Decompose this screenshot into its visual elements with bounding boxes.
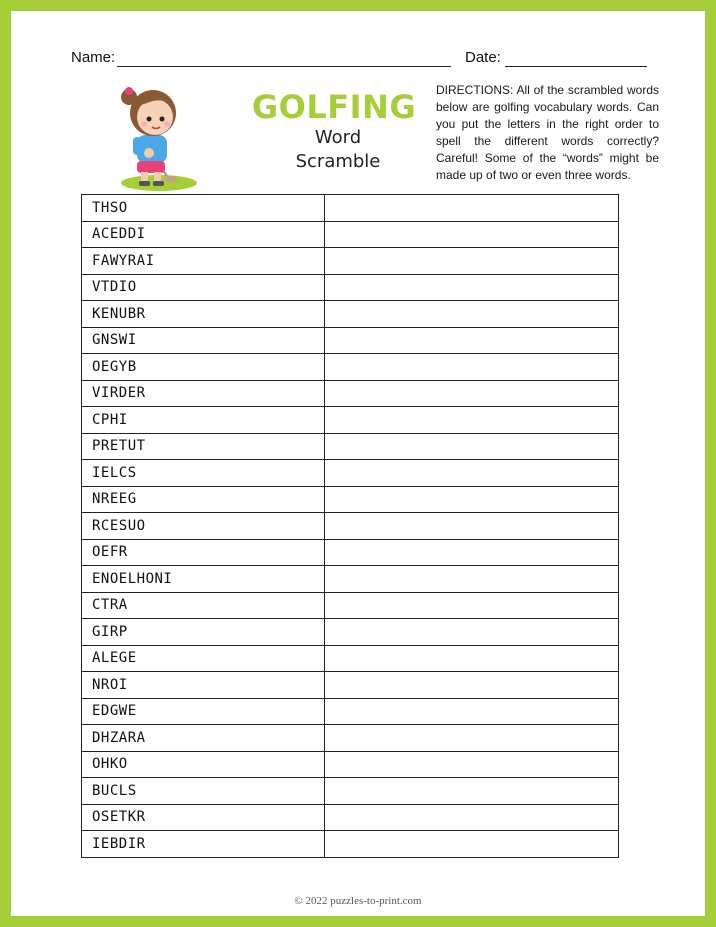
- scrambled-word: VTDIO: [82, 274, 325, 301]
- puzzle-row: [82, 195, 619, 222]
- scrambled-word: ENOELHONI: [82, 566, 325, 593]
- answer-blank[interactable]: [325, 672, 619, 699]
- answer-blank[interactable]: [325, 645, 619, 672]
- scrambled-word: KENUBR: [82, 301, 325, 328]
- puzzle-row: [82, 380, 619, 407]
- answer-blank[interactable]: [325, 831, 619, 858]
- scrambled-word: CTRA: [82, 592, 325, 619]
- answer-blank[interactable]: [325, 513, 619, 540]
- answer-blank[interactable]: [325, 301, 619, 328]
- answer-blank[interactable]: [325, 619, 619, 646]
- answer-blank[interactable]: [325, 539, 619, 566]
- puzzle-row: [82, 725, 619, 752]
- scrambled-word: ACEDDI: [82, 221, 325, 248]
- answer-blank[interactable]: [325, 407, 619, 434]
- puzzle-row: [82, 645, 619, 672]
- name-line: [117, 66, 451, 67]
- answer-blank[interactable]: [325, 327, 619, 354]
- puzzle-row: [82, 831, 619, 858]
- puzzle-row: [82, 460, 619, 487]
- puzzle-row: [82, 486, 619, 513]
- scrambled-word: DHZARA: [82, 725, 325, 752]
- answer-blank[interactable]: [325, 221, 619, 248]
- directions-text: DIRECTIONS: All of the scrambled words below are golfing vocabulary words. Can you put the letters in the right order to spell the different words correctly? Careful! Some of the “words” might be made up of two or even three words.: [436, 83, 659, 182]
- puzzle-row: [82, 301, 619, 328]
- scrambled-word: RCESUO: [82, 513, 325, 540]
- worksheet-subtitle-scramble: Scramble: [295, 151, 381, 172]
- answer-blank[interactable]: [325, 725, 619, 752]
- answer-blank[interactable]: [325, 460, 619, 487]
- worksheet-title: GOLFING: [251, 88, 417, 126]
- puzzle-row: [82, 221, 619, 248]
- answer-blank[interactable]: [325, 195, 619, 222]
- puzzle-row: [82, 274, 619, 301]
- puzzle-row: [82, 778, 619, 805]
- worksheet-subtitle-word: Word: [314, 127, 362, 148]
- puzzle-row: [82, 698, 619, 725]
- answer-blank[interactable]: [325, 698, 619, 725]
- puzzle-row: [82, 539, 619, 566]
- answer-blank[interactable]: [325, 592, 619, 619]
- puzzle-row: [82, 751, 619, 778]
- scrambled-word: CPHI: [82, 407, 325, 434]
- puzzle-row: [82, 804, 619, 831]
- scrambled-word: NREEG: [82, 486, 325, 513]
- answer-blank[interactable]: [325, 778, 619, 805]
- header-fields: [71, 47, 661, 73]
- scrambled-word: FAWYRAI: [82, 248, 325, 275]
- date-line: [505, 66, 647, 67]
- scrambled-word: NROI: [82, 672, 325, 699]
- puzzle-row: [82, 248, 619, 275]
- name-label: Name:: [71, 49, 116, 66]
- scrambled-word: PRETUT: [82, 433, 325, 460]
- scrambled-word: ALEGE: [82, 645, 325, 672]
- answer-blank[interactable]: [325, 566, 619, 593]
- answer-blank[interactable]: [325, 274, 619, 301]
- scrambled-word: OSETKR: [82, 804, 325, 831]
- scrambled-word: IEBDIR: [82, 831, 325, 858]
- puzzle-row: [82, 619, 619, 646]
- answer-blank[interactable]: [325, 804, 619, 831]
- answer-blank[interactable]: [325, 433, 619, 460]
- scrambled-word: OEGYB: [82, 354, 325, 381]
- answer-blank[interactable]: [325, 751, 619, 778]
- scrambled-word: IELCS: [82, 460, 325, 487]
- scrambled-word: OEFR: [82, 539, 325, 566]
- scrambled-word: THSO: [82, 195, 325, 222]
- puzzle-row: [82, 513, 619, 540]
- girl-golfer-icon: [109, 75, 201, 195]
- scrambled-word: GIRP: [82, 619, 325, 646]
- puzzle-table: [81, 194, 619, 858]
- answer-blank[interactable]: [325, 380, 619, 407]
- puzzle-row: [82, 566, 619, 593]
- puzzle-row: [82, 354, 619, 381]
- puzzle-row: [82, 672, 619, 699]
- worksheet-page: [11, 11, 705, 916]
- puzzle-row: [82, 407, 619, 434]
- puzzle-row: [82, 327, 619, 354]
- answer-blank[interactable]: [325, 354, 619, 381]
- scrambled-word: EDGWE: [82, 698, 325, 725]
- puzzle-row: [82, 592, 619, 619]
- scrambled-word: VIRDER: [82, 380, 325, 407]
- copyright-footer: © 2022 puzzles-to-print.com: [294, 895, 422, 907]
- answer-blank[interactable]: [325, 486, 619, 513]
- date-label: Date:: [465, 49, 501, 66]
- answer-blank[interactable]: [325, 248, 619, 275]
- scrambled-word: BUCLS: [82, 778, 325, 805]
- scrambled-word: OHKO: [82, 751, 325, 778]
- puzzle-row: [82, 433, 619, 460]
- scrambled-word: GNSWI: [82, 327, 325, 354]
